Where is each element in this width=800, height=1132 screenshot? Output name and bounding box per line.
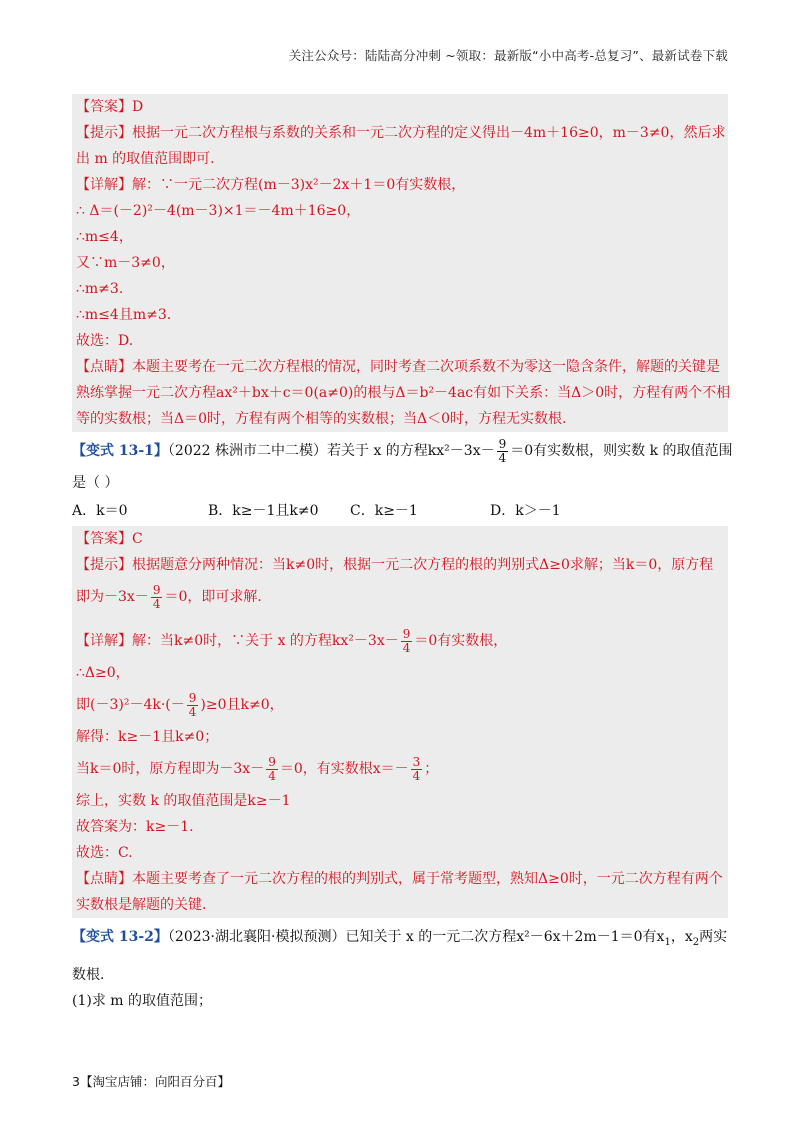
hint-text: 根据题意分两种情况：当k≠0时，根据一元二次方程的根的判别式Δ≥0求解；当k＝0，原方程	[132, 557, 714, 573]
question-stem-line-2: 数根.	[72, 966, 105, 983]
option-c[interactable]: C．k≥－1	[350, 503, 418, 519]
question-13-2	[72, 918, 728, 1014]
comment-label: 【点睛】	[76, 871, 132, 887]
answer-line: 【答案】D	[76, 99, 144, 115]
comment-text: 本题主要考查了一元二次方程的根的判别式，属于常考题型，熟知Δ≥0时，一元二次方程有两个	[132, 871, 723, 887]
detail-line-5: ∴m≠3.	[76, 281, 124, 297]
hint-line-1	[76, 120, 728, 146]
detail-text: 解：∵一元二次方程(m－3)x²－2x＋1＝0有实数根，	[132, 177, 466, 193]
detail-text-b: )≥0且k≠0，	[200, 697, 284, 713]
fraction-9-4: $\frac{9}{4}$	[402, 626, 411, 655]
detail-text-c: ；	[424, 761, 439, 777]
hint-label: 【提示】	[76, 557, 132, 573]
fraction-9-4: $\frac{9}{4}$	[268, 754, 276, 783]
comment-line-3: 等的实数根；当Δ＝0时，方程有两个相等的实数根；当Δ＜0时，方程无实数根.	[76, 411, 567, 427]
detail-line-2: ∴ Δ＝(－2)²－4(m－3)×1＝－4m＋16≥0，	[76, 203, 361, 219]
comment-line-2: 实数根是解题的关键.	[76, 897, 207, 913]
hint-line-1	[76, 552, 728, 578]
detail-line-2: ∴Δ≥0，	[76, 665, 130, 681]
question-stem-c: 两实	[699, 929, 728, 945]
detail-line-6: ∴m≤4且m≠3.	[76, 307, 172, 323]
detail-line-6: 综上，实数 k 的取值范围是k≥－1	[76, 793, 291, 809]
detail-text-a: 即(－3)²－4k·(－	[76, 697, 185, 713]
detail-line-1	[76, 172, 728, 198]
detail-line-5	[76, 750, 728, 788]
subscript-1: 1	[664, 936, 671, 948]
question-stem-b: ，x	[670, 929, 693, 945]
hint-label: 【提示】	[76, 125, 132, 141]
detail-line-8: 故选：C.	[76, 845, 133, 861]
question-stem-line-1	[72, 918, 728, 962]
question-label: 【变式 13-1】	[72, 443, 168, 459]
comment-line-1	[76, 866, 728, 892]
fraction-9-4: $\frac{9}{4}$	[152, 582, 161, 611]
hint-text-a: 即为－3x－	[76, 589, 149, 605]
comment-line-2: 熟练掌握一元二次方程ax²＋bx＋c＝0(a≠0)的根与Δ＝b²－4ac有如下关系：当Δ＞0时，方程有两个不相	[76, 385, 731, 401]
question-stem-b: ＝0有实数根，则实数 k 的取值范围	[510, 443, 733, 459]
detail-line-3: ∴m≤4，	[76, 229, 133, 245]
option-d[interactable]: D．k＞－1	[490, 503, 561, 519]
subscript-2: 2	[692, 936, 700, 948]
detail-line-4: 解得：k≥－1且k≠0；	[76, 729, 219, 745]
option-a[interactable]: A．k＝0	[72, 503, 128, 519]
comment-line-1	[76, 354, 728, 380]
page-header: 关注公众号：陆陆高分冲刺 ~领取：最新版“小中高考-总复习”、最新试卷下载	[288, 48, 728, 63]
detail-text-a: 解：当k≠0时，∵关于 x 的方程kx²－3x－	[132, 633, 399, 649]
question-stem-a: （2022 株洲市二中二模）若关于 x 的方程kx²－3x－	[167, 443, 495, 459]
answer-options	[72, 496, 728, 526]
question-stem-a: （2023·湖北襄阳·模拟预测）已知关于 x 的一元二次方程x²－6x＋2m－1＝0有x	[167, 929, 665, 945]
fraction-9-4: $\frac{9}{4}$	[498, 436, 507, 465]
hint-text-b: ＝0，即可求解.	[164, 589, 262, 605]
option-b[interactable]: B．k≥－1且k≠0	[208, 503, 319, 519]
detail-label: 【详解】	[76, 633, 132, 649]
fraction-3-4: $\frac{3}{4}$	[412, 754, 421, 783]
detail-line-1	[76, 622, 728, 660]
solution-block-2	[72, 526, 728, 918]
question-stem-line-2: 是（ ）	[72, 475, 119, 491]
detail-line-4: 又∵m－3≠0，	[76, 255, 175, 271]
detail-text-b: ＝0，有实数根x＝－	[279, 761, 409, 777]
document-body	[72, 94, 733, 1014]
detail-text-b: ＝0有实数根，	[414, 633, 508, 649]
answer-line: 【答案】C	[76, 531, 143, 547]
question-stem-line-1	[72, 432, 733, 470]
detail-line-3	[76, 686, 728, 724]
hint-text: 根据一元二次方程根与系数的关系和一元二次方程的定义得出－4m＋16≥0，m－3≠0，然后求	[132, 125, 726, 141]
hint-line-2: 出 m 的取值范围即可.	[76, 151, 215, 167]
comment-text: 本题主要考在一元二次方程根的情况，同时考查二次项系数不为零这一隐含条件，解题的关键是	[132, 359, 720, 375]
question-part-1: (1)求 m 的取值范围；	[72, 992, 213, 1009]
hint-line-2	[76, 578, 728, 616]
detail-label: 【详解】	[76, 177, 132, 193]
question-13-1	[72, 432, 733, 526]
detail-line-7: 故选：D.	[76, 333, 134, 349]
detail-text-a: 当k＝0时，原方程即为－3x－	[76, 761, 265, 777]
question-label: 【变式 13-2】	[72, 929, 168, 945]
solution-block-1	[72, 94, 731, 432]
page-footer: 3【淘宝店铺：向阳百分百】	[72, 1074, 230, 1089]
detail-line-7: 故答案为：k≥－1.	[76, 819, 194, 835]
comment-label: 【点睛】	[76, 359, 132, 375]
fraction-9-4: $\frac{9}{4}$	[188, 690, 197, 719]
